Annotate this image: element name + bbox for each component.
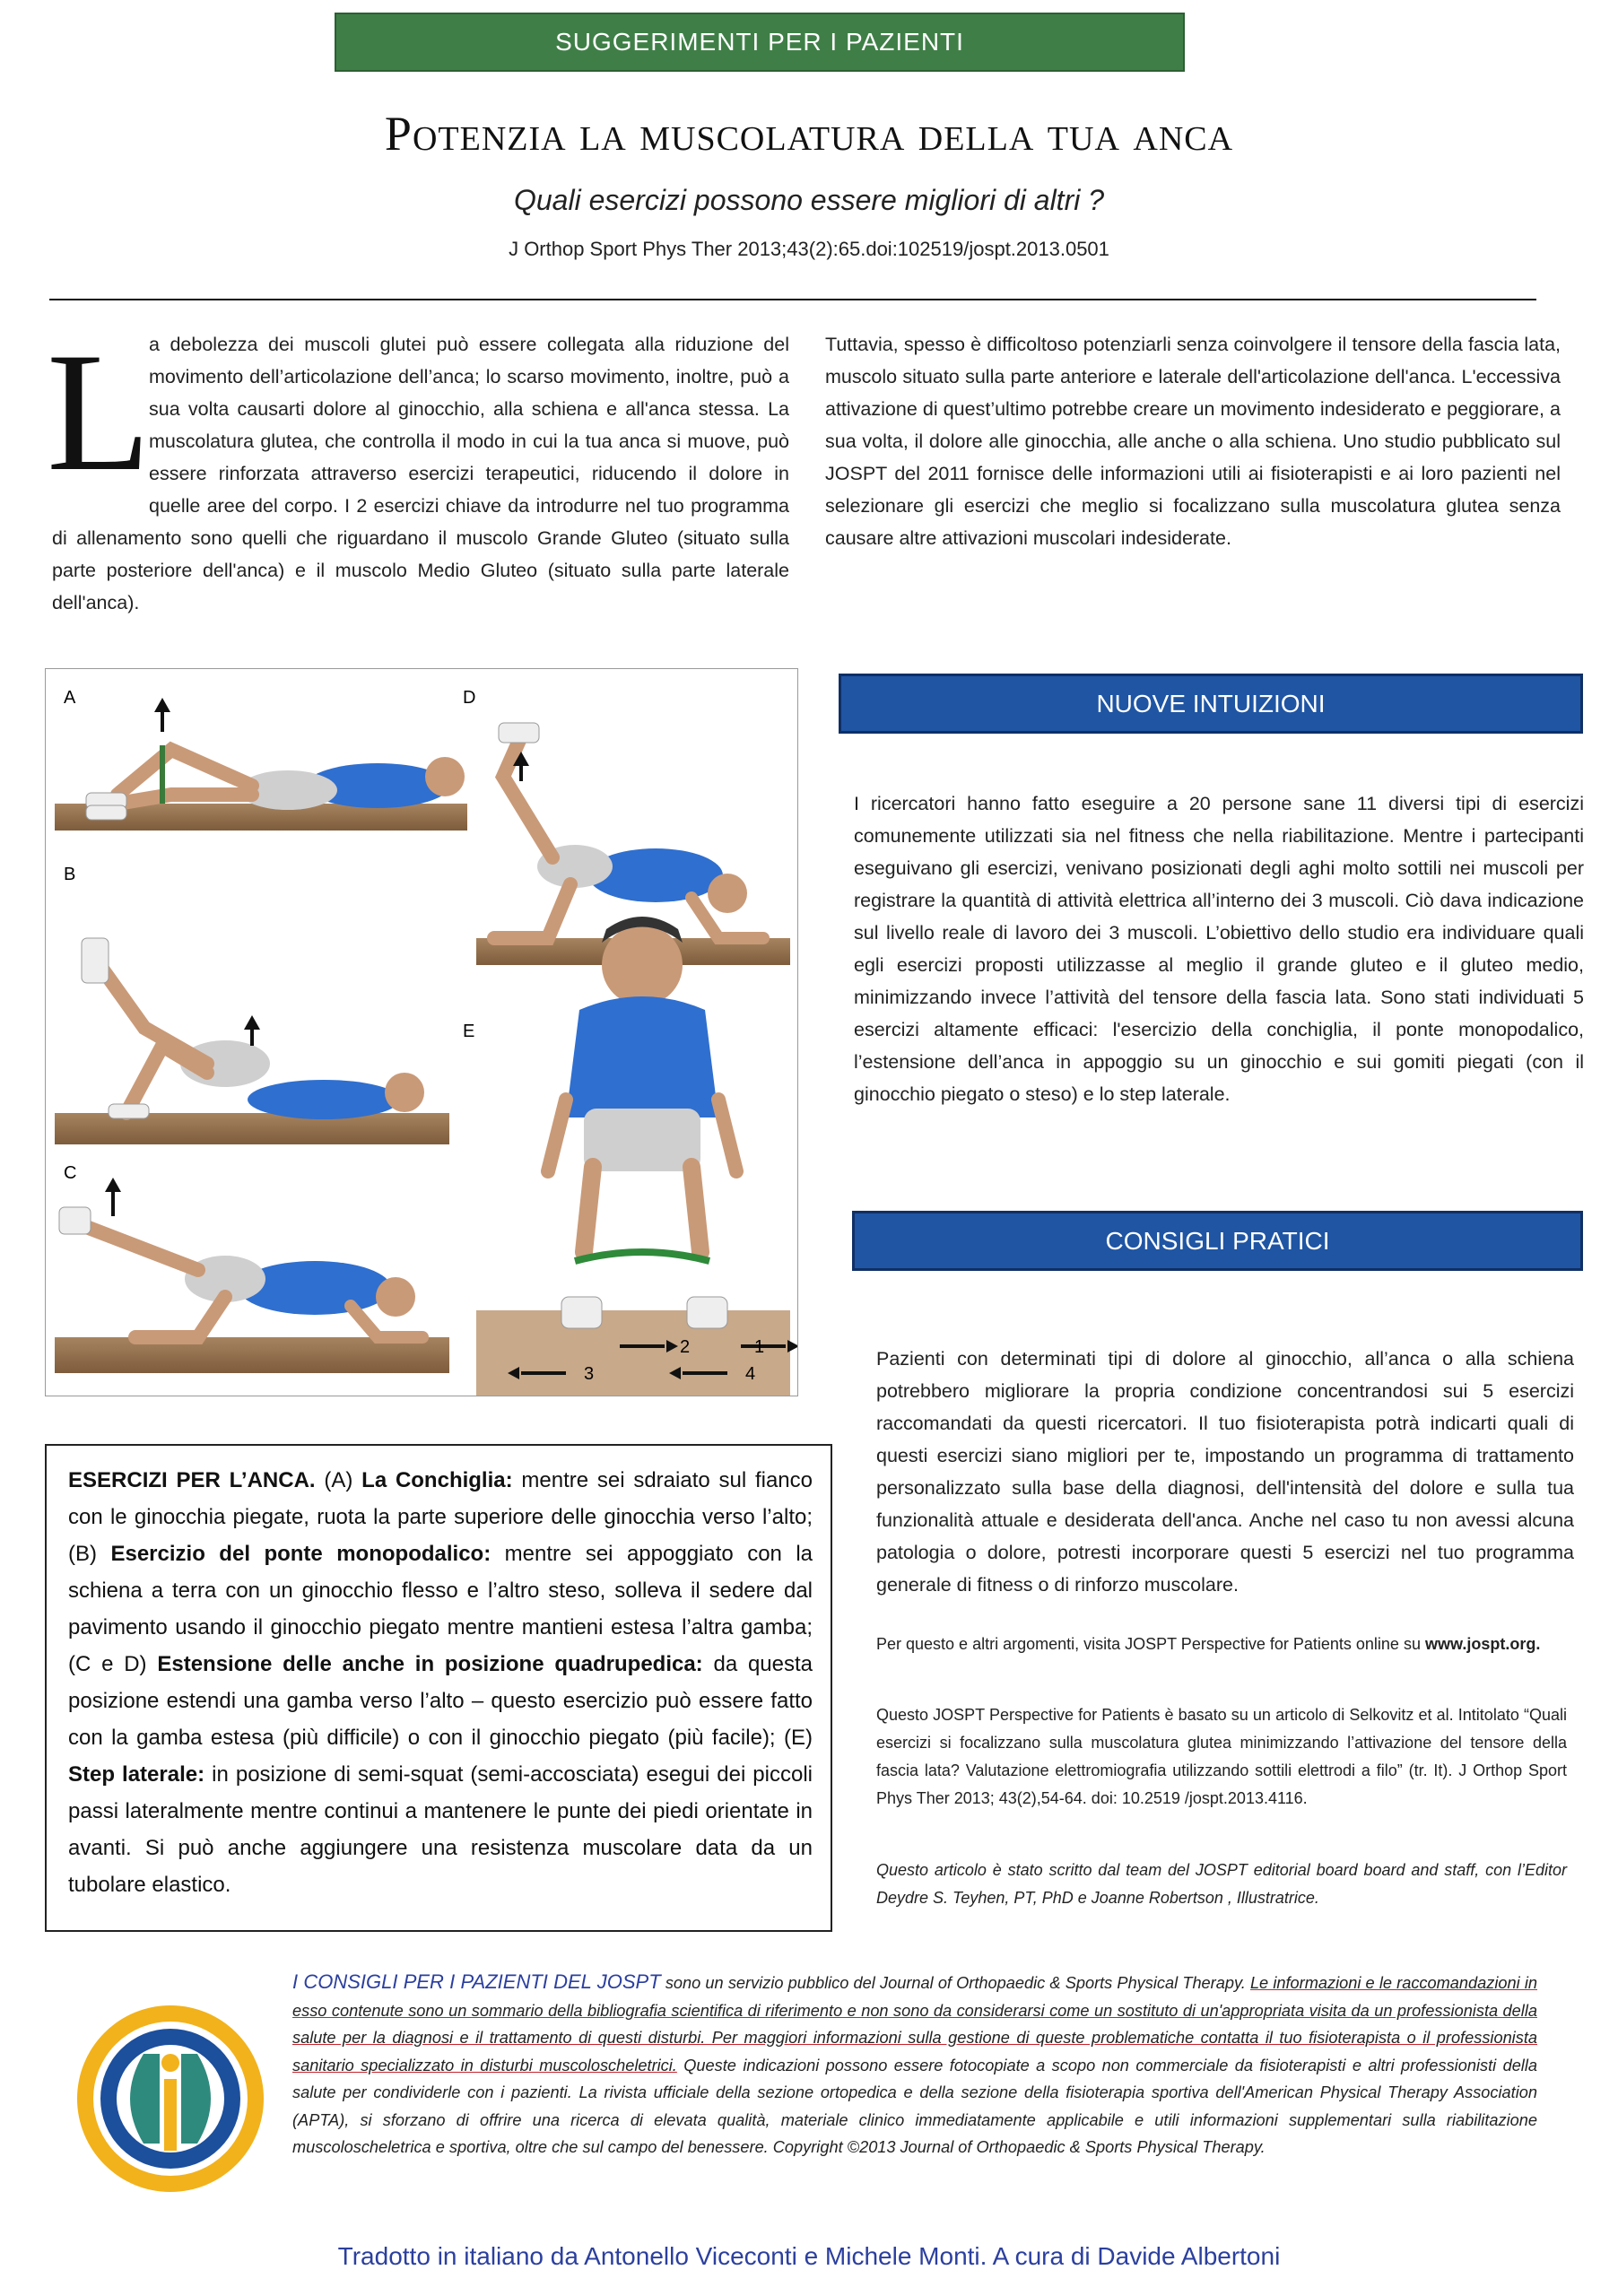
step-label-1: 1 (754, 1337, 765, 1357)
caption-cd-label: (C e D) (68, 1652, 147, 1676)
panel-a-clamshell (55, 698, 467, 831)
source-article-note: Questo JOSPT Perspective for Patients è basato su un articolo di Selkovitz et al. Intitolato “Quali esercizi si focalizzano sulla muscolatura glutea minimizzando l’attivazione del tensore della fascia lata? Valutazione elettromiografia utilizzando sottili elettrodi a filo” (tr. It). J Orthop Sport Phys Ther 2013; 43(2),54-64. doi: 10.2519 /jospt.2013.4116. (876, 1706, 1567, 1807)
footer-text-1: sono un servizio pubblico del Journal of Orthopaedic & Sports Physical Therapy. (665, 1974, 1246, 1992)
panel-label-a: A (64, 688, 76, 708)
authors-note: Questo articolo è stato scritto dal team del JOSPT editorial board board and staff, con l’Editor Deydre S. Teyhen, PT, PhD e Joanne Robertson , Illustratrice. (876, 1861, 1567, 1907)
panel-e-lateral-step (476, 917, 797, 1396)
website-note (876, 1631, 1567, 1658)
footer-text-2: Queste indicazioni possono essere fotocopiate a scopo non commerciale da fisioterapisti e altri professionisti della salute per condividerle con i pazienti. La rivista ufficiale della sezione ortopedica e della sezione della fisioterapia sportiva dell'American Physical Therapy Association (APTA), si sforzano di offrire una ricerca di elevata qualità, materiale clinico immediatamente applicabile e utili informazioni supplementari sulla riabilitazione muscoloscheletrica e sportiva, oltre che sul campo del benessere. Copyright ©2013 Journal of Orthopaedic & Sports Physical Therapy. (292, 2056, 1538, 2156)
page-title: Potenzia la muscolatura della tua anca (384, 107, 1234, 161)
panel-label-c: C (64, 1163, 77, 1183)
caption-cd-title: Estensione delle anche in posizione quadrupedica: (157, 1652, 703, 1676)
exercise-illustration-graphic (46, 669, 797, 1396)
new-insights-text: I ricercatori hanno fatto eseguire a 20 persone sane 11 diversi tipi di esercizi comunemente utilizzati sia nel fitness che nella riabilitazione. Mentre i partecipanti eseguivano gli esercizi, venivano posizionati degli aghi molto sottili nei muscoli per registrare la quantità di attività elettrica all’interno dei 3 muscoli. Ciò dava indicazione sul livello reale di lavoro dei 3 muscoli. L’obiettivo dello studio era individuare quali egli esercizi proposti utilizzasse al meglio il grande gluteo e il gluteo medio, minimizzando invece l’attività del tensore della fascia lata. Sono stati individuati 5 esercizi altamente efficaci: l'esercizio della conchiglia, il ponte monopodalico, l’estensione dell’anca in appoggio su un ginocchio e sui gomiti piegati (con il ginocchio piegato o steso) e lo step laterale. (854, 793, 1584, 1105)
intro-left-text: a debolezza dei muscoli glutei può essere collegata alla riduzione del movimento dell’articolazione dell’anca; lo scarso movimento, inoltre, può a sua volta causarti dolore al ginocchio, alla schiena e all'anca stessa. La muscolatura glutea, che controlla il modo in cui la tua anca si muove, può essere rinforzata attraverso esercizi terapeutici, riducendo il dolore in quelle aree del corpo. I 2 esercizi chiave da introdurre nel tuo programma di allenamento sono quelli che riguardano il muscolo Grande Gluteo (situato sulla parte posteriore dell'anca) e il muscolo Medio Gluteo (situato sulla parte laterale dell'anca). (52, 334, 789, 613)
panel-c-quadruped-straight (55, 1178, 449, 1373)
step-label-3: 3 (584, 1364, 595, 1384)
practical-advice-text: Pazienti con determinati tipi di dolore al ginocchio, all’anca o alla schiena potrebbero migliorare la propria condizione concentrandosi sui 5 esercizi raccomandati da questi ricercatori. Il tuo fisioterapista potrà indicarti quali di questi esercizi siano migliori per te, impostando un programma di trattamento personalizzato sulla base della diagnosi, dell'intensità del dolore e sulla tua funzionalità attuale e desiderata dell'anca. Anche nel caso tu non avessi alcuna patologia o dolore, potresti incorporare questi 5 esercizi nel tuo programma generale di fitness o di rinforzo muscolare. (876, 1348, 1574, 1596)
caption-a-title: La Conchiglia: (361, 1468, 513, 1492)
step-label-4: 4 (745, 1364, 756, 1384)
caption-e-title: Step laterale: (68, 1762, 205, 1787)
panel-label-d: D (463, 688, 476, 708)
intro-left-column (52, 328, 789, 619)
header-banner: SUGGERIMENTI PER I PAZIENTI (335, 13, 1185, 72)
caption-e-label: (E) (784, 1726, 813, 1750)
step-label-2: 2 (680, 1337, 691, 1357)
caption-cd-text: da questa posizione estendi una gamba verso l’alto – questo esercizio può essere fatto con la gamba estesa (più difficile) o con il ginocchio piegato (più facile); (68, 1652, 813, 1750)
caption-a-text: mentre sei sdraiato sul fianco con le ginocchia piegate, ruota la parte superiore delle ginocchia verso l’alto; (68, 1468, 813, 1529)
footer-underlined-text: Le informazioni e le raccomandazioni in esso contenute sono un sommario della bibliografia scientifica di riferimento e non sono da considerarsi come un sostituto di un'appropriata visita da un professionista della salute per la diagnosi e il trattamento di questi disturbi. Per maggiori informazioni sulla gestione di queste problematiche contatta il tuo fisioterapista o il professionista sanitario specializzato in disturbi muscoloscheletrici. (292, 1974, 1537, 2074)
jospt-logo (72, 2000, 269, 2197)
intro-right-column: Tuttavia, spesso è difficoltoso potenziarli senza coinvolgere il tensore della fascia lata, muscolo situato sulla parte anteriore e laterale dell'articolazione dell'anca. L'eccessiva attivazione di quest’ultimo potrebbe creare un movimento indesiderato e peggiorare, a sua volta, il dolore alle ginocchia, alle anche o alla schiena. Uno studio pubblicato sul JOSPT del 2011 fornisce delle informazioni utili ai fisioterapisti e ai loro pazienti nel selezionare gli esercizi che meglio si focalizzano sulla muscolatura glutea senza causare altre attivazioni muscolari indesiderate. (825, 334, 1561, 549)
page-subtitle: Quali esercizi possono essere migliori di altri ? (513, 184, 1105, 216)
new-insights-heading: NUOVE INTUIZIONI (839, 674, 1583, 734)
exercise-caption-text (68, 1462, 813, 1903)
practical-advice-heading: CONSIGLI PRATICI (852, 1211, 1583, 1271)
panel-b-bridge (55, 938, 449, 1144)
exercise-caption-box (45, 1444, 832, 1932)
citation: J Orthop Sport Phys Ther 2013;43(2):65.doi:102519/jospt.2013.0501 (509, 238, 1109, 260)
caption-a-label: (A) (324, 1468, 353, 1492)
caption-b-label: (B) (68, 1542, 97, 1566)
caption-b-text: mentre sei appoggiato con la schiena a terra con un ginocchio flesso e l’altro steso, solleva il sedere dal pavimento usando il ginocchio piegato mentre mantieni estesa l’altra gamba; (68, 1542, 813, 1639)
caption-intro: ESERCIZI PER L’ANCA. (68, 1468, 316, 1492)
website-link[interactable]: www.jospt.org. (1424, 1635, 1541, 1653)
panel-label-e: E (463, 1022, 475, 1041)
header-divider (49, 299, 1536, 300)
caption-b-title: Esercizio del ponte monopodalico: (110, 1542, 491, 1566)
website-note-text: Per questo e altri argomenti, visita JOSPT Perspective for Patients online su (876, 1635, 1421, 1653)
panel-label-b: B (64, 865, 76, 884)
translators-credit: Tradotto in italiano da Antonello Viceconti e Michele Monti. A cura di Davide Albertoni (337, 2242, 1281, 2270)
caption-e-text: in posizione di semi-squat (semi-accosciata) esegui dei piccoli passi lateralmente mentre continui a mantenere le punte dei piedi orientate in avanti. Si può anche aggiungere una resistenza muscolare data da un tubolare elastico. (68, 1762, 813, 1897)
footer-disclaimer (292, 1969, 1537, 2161)
footer-lead: I CONSIGLI PER I PAZIENTI DEL JOSPT (292, 1970, 661, 1993)
exercise-illustration (45, 668, 798, 1396)
drop-cap: L (47, 318, 152, 507)
